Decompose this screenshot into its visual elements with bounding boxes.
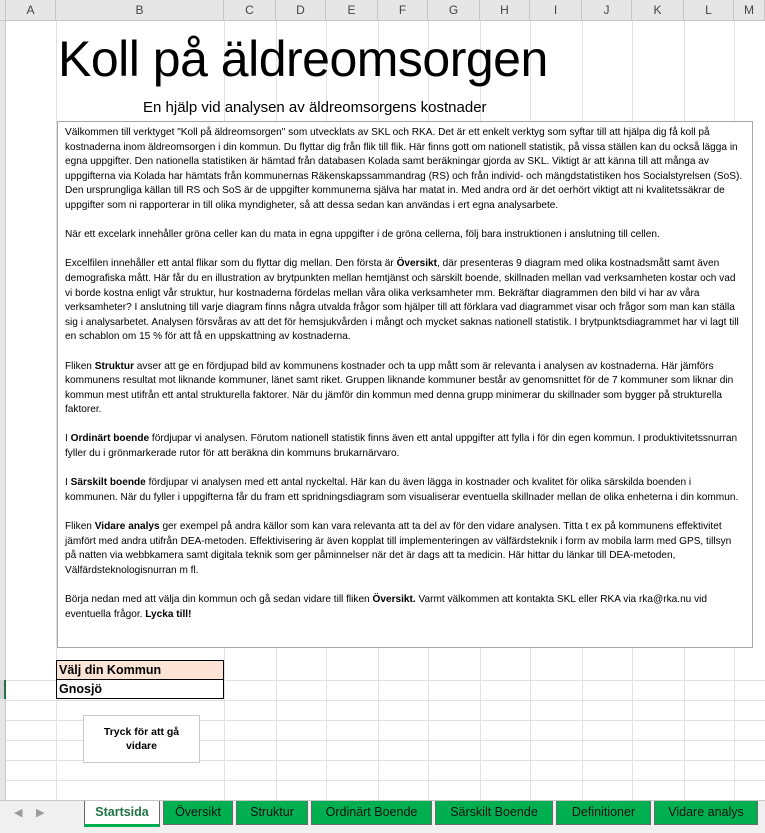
text-run: fördjupar vi analysen med ett antal nyckeltal. Här kan du även lägga in kostnader och kvalitet för olika särskilda boenden i kommunen. När du fyller i uppgifterna får du fram ett spridningsdiagram som visualiserar eventuella skillnader mellan de olika enheterna i din kommun.	[65, 477, 739, 503]
bold-text-run: Särskilt boende	[70, 477, 146, 489]
text-run: Fliken	[65, 521, 95, 533]
text-run: Börja nedan med att välja din kommun och gå sedan vidare till fliken	[65, 594, 373, 605]
text-run: ger exempel på andra källor som kan vara relevanta att ta del av för den vidare analysen. Titta t ex på kommunens effektivitet jämfört med andra utifrån DEA-metoden. Effektivisering är även kopplat till implementeringen av välfärdsteknik i form av mobila larm med GPS, tillsyn på natten via webbkamera samt digitala teknik som ger påminnelser när det är dags att ta medicin. Här hittar du länkar till DEA-metoden, Välfärdsteknologisnurran m fl.	[65, 521, 732, 576]
intro-paragraph-5	[65, 432, 745, 461]
select-kommun-label: Välj din Kommun	[56, 660, 224, 680]
selected-row-indicator	[0, 680, 6, 699]
bold-text-run: Struktur	[94, 360, 134, 372]
triangle-right-icon[interactable]: ▶	[36, 807, 45, 819]
text-run: Excelfilen innehåller ett antal flikar som du flyttar dig mellan. Den första är	[65, 258, 397, 270]
column-header-d[interactable]: D	[276, 0, 326, 21]
continue-button-label: Tryck för att gå vidare	[103, 726, 180, 752]
bold-text-run: Lycka till!	[145, 608, 192, 620]
bold-text-run: Översikt	[396, 258, 437, 270]
text-run: avser att ge en fördjupad bild av kommunens kostnader och ta upp mått som är relevanta i analysen av kostnaderna. Här jämförs kommunens resultat mot liknande kommuner, länet samt riket. Gruppen liknande kommuner består av genomsnittet för de 7 kommuner som liknar din kommun mest utifrån ett antal strukturella faktorer. När du jämför din kommun med denna grupp minimerar du skillnader som bygger på strukturella faktorer.	[65, 360, 734, 416]
intro-paragraph-1: Välkommen till verktyget "Koll på äldreomsorgen" som utvecklats av SKL och RKA. Det är ett enkelt verktyg som syftar till att hjälpa dig få koll på kostnaderna inom äldreomsorgen i din kommun. Du flyttar dig från flik till flik. Här finns gott om nationell statistik, på vissa ställen kan du också lägga in egna uppgifter. Den nationella statistiken är hämtad från databasen Kolada samt beräkningar gjorda av SKL. Viktigt är att känna till att många av uppgifterna via Kolada har hämtats från kommunernas Räkenskapssammandrag (RS) och från individ- och mängdstatistiken hos Socialstyrelsen (SoS). Den ursprungliga källan till RS och SoS är de uppgifter kommunerna själva har matat in. Med andra ord är det oerhört viktigt att ni kvalitetssäkrar de uppgifter som ni rapporterar in till olika myndigheter, så att dessa sedan kan användas i ert egna analysarbete.	[65, 127, 743, 211]
intro-textbox	[57, 121, 753, 648]
column-header-g[interactable]: G	[428, 0, 480, 21]
text-run: , där presenteras 9 diagram med olika kostnadsmått samt även demografiska mått. Här får du en illustration av brytpunkten mellan hemtjänst och särskilt boende, skillnaden mellan vad verksamheten kostar och vad vi borde kostna enligt vår struktur, hur kostnaderna fördelas mellan våra olika verksamheter mm. Bekräftar diagrammen den bild vi har av våra verksamheter? I anslutning till varje diagram finns några utvalda frågor som hjälper till att förklara vad diagrammet visar och frågor som man kan ställa sig i analysarbetet. Analysen försvåras av att det för hemsjukvården i mångt och mycket saknas nationell statistik. I brytpunktsdiagrammet har vi lagt till en schablon om 15 % för att få en uppskattning av kostnaderna.	[65, 258, 739, 343]
tab-sarskilt-boende[interactable]: Särskilt Boende	[435, 801, 553, 825]
column-header-e[interactable]: E	[326, 0, 378, 21]
text-run: fördjupar vi analysen. Förutom nationell statistik finns även ett antal uppgifter att fylla i för din egen kommun. I produktivitetssnurran fyller du i grönmarkerade rutor för att beräkna din kommuns brukarnärvaro.	[65, 433, 738, 460]
column-header-a[interactable]: A	[6, 0, 56, 21]
column-header-k[interactable]: K	[632, 0, 684, 21]
intro-paragraph-2: När ett excelark innehåller gröna celler kan du mata in egna uppgifter i de gröna cellerna, följ bara instruktionen i anslutning till cellen.	[65, 229, 660, 241]
column-header-b[interactable]: B	[56, 0, 224, 21]
column-header-f[interactable]: F	[378, 0, 428, 21]
column-header-l[interactable]: L	[684, 0, 734, 21]
intro-paragraph-7	[65, 520, 745, 578]
continue-button[interactable]	[83, 715, 200, 763]
tab-ordinart-boende[interactable]: Ordinärt Boende	[311, 801, 432, 825]
tab-oversikt[interactable]: Översikt	[163, 801, 233, 825]
gridline	[6, 780, 765, 781]
tab-vidare-analys[interactable]: Vidare analys	[654, 801, 758, 825]
kommun-select-cell[interactable]: Gnosjö	[56, 679, 224, 699]
column-header-j[interactable]: J	[582, 0, 632, 21]
column-header-i[interactable]: I	[530, 0, 582, 21]
intro-paragraph-8	[65, 593, 745, 622]
intro-paragraph-4	[65, 360, 745, 418]
tab-struktur[interactable]: Struktur	[236, 801, 308, 825]
intro-paragraph-3	[65, 257, 745, 345]
text-run: I	[65, 433, 71, 445]
gridline	[6, 700, 765, 701]
sheet-tab-bar	[0, 800, 765, 833]
page-title: Koll på äldreomsorgen	[58, 31, 548, 87]
bold-text-run: Vidare analys	[94, 521, 160, 533]
triangle-left-icon[interactable]: ◀	[14, 807, 23, 819]
page-subtitle: En hjälp vid analysen av äldreomsorgens kostnader	[143, 99, 487, 116]
bold-text-run: Ordinärt boende	[70, 433, 150, 445]
bold-text-run: Översikt.	[372, 594, 416, 605]
column-header-h[interactable]: H	[480, 0, 530, 21]
tab-definitioner[interactable]: Definitioner	[556, 801, 651, 825]
column-header-m[interactable]: M	[734, 0, 765, 21]
text-run: Varmt välkommen att kontakta SKL eller RKA via rka@rka.nu vid eventuella frågor.	[65, 594, 708, 620]
text-run: I	[65, 477, 71, 489]
tab-startsida[interactable]: Startsida	[84, 801, 160, 827]
column-header-c[interactable]: C	[224, 0, 276, 21]
intro-paragraph-6	[65, 476, 745, 505]
text-run: Fliken	[65, 360, 95, 372]
